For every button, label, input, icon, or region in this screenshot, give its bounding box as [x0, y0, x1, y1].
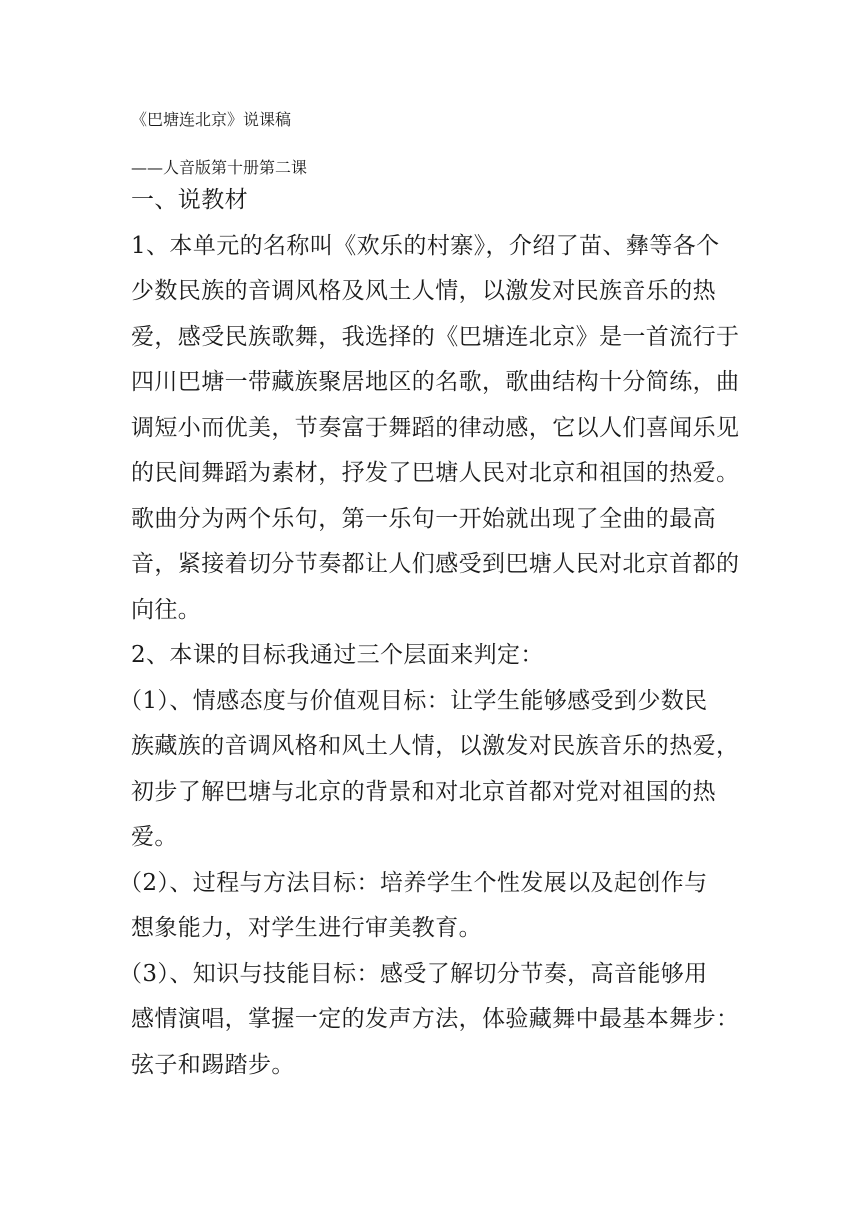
paragraph-line: 弦子和踢踏步。: [131, 1052, 295, 1078]
paragraph-line: 想象能力，对学生进行审美教育。: [131, 915, 482, 941]
paragraph-line: 歌曲分为两个乐句，第一乐句一开始就出现了全曲的最高: [131, 506, 716, 532]
paragraph-line: 向往。: [131, 597, 202, 623]
paragraph-line: 的民间舞蹈为素材，抒发了巴塘人民对北京和祖国的热爱。: [131, 460, 740, 486]
paragraph-line: 2、本课的目标我通过三个层面来判定：: [131, 642, 544, 668]
document-subtitle: ——人音版第十册第二课: [131, 158, 308, 177]
document-title: 《巴塘连北京》说课稿: [131, 110, 292, 129]
paragraph-line: 1、本单元的名称叫《欢乐的村寨》，介绍了苗、彝等各个: [131, 233, 720, 259]
paragraph-line: 初步了解巴塘与北京的背景和对北京首都对党对祖国的热: [131, 779, 716, 805]
paragraph-line: 四川巴塘一带藏族聚居地区的名歌，歌曲结构十分简练，曲: [131, 369, 740, 395]
section-heading: 一、说教材: [131, 187, 248, 213]
paragraph-line: （3）、知识与技能目标：感受了解切分节奏，高音能够用: [119, 961, 708, 987]
paragraph-line: （1）、情感态度与价值观目标：让学生能够感受到少数民: [119, 688, 708, 714]
paragraph-line: 音，紧接着切分节奏都让人们感受到巴塘人民对北京首都的: [131, 551, 740, 577]
paragraph-line: 爱。: [131, 824, 178, 850]
paragraph-line: 调短小而优美，节奏富于舞蹈的律动感，它以人们喜闻乐见: [131, 415, 740, 441]
paragraph-line: 感情演唱，掌握一定的发声方法，体验藏舞中最基本舞步：: [131, 1006, 740, 1032]
paragraph-line: 少数民族的音调风格及风土人情，以激发对民族音乐的热: [131, 278, 716, 304]
paragraph-line: 族藏族的音调风格和风土人情，以激发对民族音乐的热爱，: [131, 733, 740, 759]
paragraph-line: 爱，感受民族歌舞，我选择的《巴塘连北京》是一首流行于: [131, 324, 740, 350]
paragraph-line: （2）、过程与方法目标：培养学生个性发展以及起创作与: [119, 870, 708, 896]
